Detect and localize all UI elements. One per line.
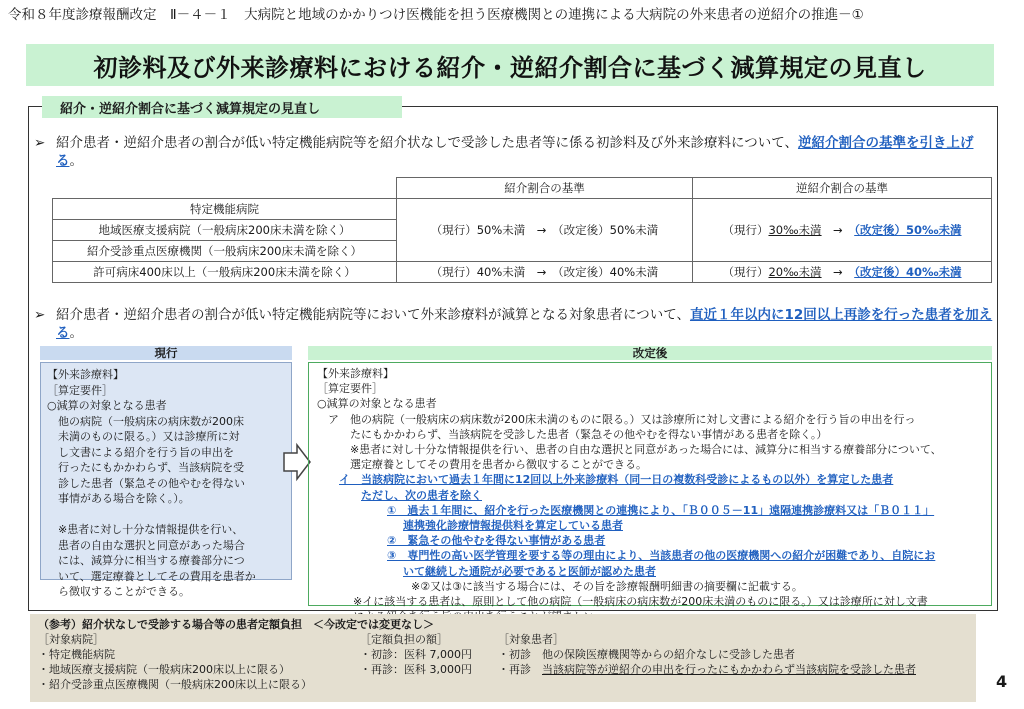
current-line: 【外来診療料】 (47, 368, 124, 381)
reference-col-amount (360, 632, 498, 692)
reference-item: ・初診 他の保険医療機関等からの紹介なしに受診した患者 (498, 648, 795, 661)
reference-item (498, 662, 916, 677)
bullet-arrow-icon: ➢ (34, 135, 46, 151)
reference-revisit-text: 当該病院等が逆紹介の申出を行ったにもかかわらず当該病院を受診した患者 (542, 663, 916, 676)
revised-new-line: ② 緊急その他やむを得ない事情がある患者 (387, 534, 606, 548)
table-row-label: 特定機能病院 (53, 199, 397, 220)
current-line: 事情がある場合を除く。）。 (47, 492, 190, 505)
rev1-current: 30‰未満 (768, 223, 822, 237)
revised-line: ※患者に対し十分な情報提供を行い、患者の自由な選択と同意があった場合には、減算分に相当する療養部分について、 (317, 443, 942, 457)
bullet-1-text (56, 134, 994, 170)
table-row-label: 紹介受診重点医療機関（一般病床200床未満を除く） (53, 241, 397, 262)
reference-revisit-label: ・再診 (498, 663, 542, 676)
rev1-arrow: → (821, 223, 855, 237)
reference-col-head: ［定額負担の額］ (360, 633, 448, 646)
bullet-item-2 (34, 306, 994, 342)
rev1-pre: （現行） (722, 223, 769, 237)
table-cell-referral-1: （現行）50%未満 → （改定後）50%未満 (397, 199, 693, 262)
bullet-1-highlight: 逆紹介割合の基準を引き上げる (56, 135, 974, 169)
reference-item: ・紹介受診重点医療機関（一般病床200床以上に限る） (38, 678, 312, 691)
reference-box (30, 614, 976, 702)
bullet-2-end: 。 (69, 325, 83, 341)
bullet-2-body: 紹介患者・逆紹介患者の割合が低い特定機能病院等において外来診療料が減算となる対象患者について、 (56, 307, 690, 323)
page-number: 4 (996, 672, 1008, 691)
revised-new-line: イ 当該病院において過去１年間に12回以上外来診療料（同一日の複数科受診によるもの以外）を算定した患者 (339, 473, 894, 487)
rev1-new: （改定後）50‰未満 (854, 223, 962, 237)
table-header-row (53, 178, 992, 199)
current-box (40, 362, 292, 598)
reference-item: ・地域医療支援病院（一般病床200床以上に限る） (38, 663, 290, 676)
bullet-1-body: 紹介患者・逆紹介患者の割合が低い特定機能病院等を紹介状なしで受診した患者等に係る初診料及び外来診療料について、 (56, 135, 798, 151)
table-row (53, 262, 992, 283)
table-col-header: 紹介割合の基準 (397, 178, 693, 199)
table-row-label: 許可病床400床以上（一般病床200床未満を除く） (53, 262, 397, 283)
current-spacer (47, 507, 285, 523)
revised-line: ア 他の病院（一般病床の病床数が200床未満のものに限る。）又は診療所に対し文書による紹介を行う旨の申出を行っ (317, 412, 916, 426)
reference-item: ・特定機能病院 (38, 648, 115, 661)
revised-new-line: 連携強化診療情報提供料を算定している患者 (403, 519, 623, 533)
reference-columns (38, 632, 968, 692)
bullet-2-highlight: 直近１年以内に12回以上再診を行った患者を加える (56, 307, 993, 341)
revised-new-line: いて継続した通院が必要であると医師が認めた患者 (403, 564, 656, 578)
current-line: ※患者に対し十分な情報提供を行い、 (47, 523, 244, 536)
bullet-item-1 (34, 134, 994, 170)
table-cell-referral-2: （現行）40%未満 → （改定後）40%未満 (397, 262, 693, 283)
revised-line: ○減算の対象となる患者 (317, 397, 437, 411)
reference-col-head: ［対象病院］ (38, 633, 104, 646)
table-cell-reverse-1 (693, 199, 992, 262)
rev2-new: （改定後）40‰未満 (854, 265, 962, 279)
current-line: には、減算分に相当する療養部分につ (47, 554, 245, 567)
reference-title: （参考）紹介状なしで受診する場合等の患者定額負担 ＜今改定では変更なし＞ (38, 618, 434, 631)
reference-col-patients (498, 632, 916, 692)
bullet-2-text (56, 306, 994, 342)
current-line: ○減算の対象となる患者 (47, 399, 167, 412)
revised-line: 【外来診療料】 (317, 367, 394, 380)
current-line: ら徴収することができる。 (47, 585, 190, 598)
current-line: ［算定要件］ (47, 383, 113, 397)
revised-new-line: ③ 専門性の高い医学管理を要する等の理由により、当該患者の他の医療機関への紹介が困難であり、自院にお (387, 549, 936, 563)
revised-line: たにもかかわらず、当該病院を受診した患者（緊急その他やむを得ない事情がある患者を除く。） (317, 427, 828, 441)
bullet-arrow-icon: ➢ (34, 307, 46, 323)
revised-line: ［算定要件］ (317, 382, 383, 396)
revised-new-line: ただし、次の患者を除く (361, 488, 482, 502)
table-row-label: 地域医療支援病院（一般病床200床未満を除く） (53, 220, 397, 241)
reference-col-hospitals (38, 632, 360, 692)
rev2-pre: （現行） (722, 265, 769, 279)
slide-top-line: 令和８年度診療報酬改定 Ⅱ－４－１ 大病院と地域のかかりつけ医機能を担う医療機関との連携による大病院の外来患者の逆紹介の推進－① (8, 7, 864, 23)
current-heading: 現行 (40, 346, 292, 360)
current-line: いて、選定療養としてその費用を患者か (47, 569, 256, 583)
bullet-1-end: 。 (69, 153, 83, 169)
rev2-arrow: → (821, 265, 855, 279)
revised-line: 選定療養としてその費用を患者から徴収することができる。 (317, 458, 647, 472)
revised-new-line: ① 過去１年間に、紹介を行った医療機関との連携により、「Ｂ００５－11」遠隔連携診療料又は「Ｂ０１１」 (387, 503, 935, 517)
reference-item: ・初診：医科 7,000円 (360, 648, 472, 661)
current-line: 未満のものに限る。）又は診療所に対 (47, 430, 240, 443)
reference-item: ・再診：医科 3,000円 (360, 663, 472, 676)
table-row (53, 199, 992, 220)
current-line: 他の病院（一般病床の病床数が200床 (47, 414, 244, 428)
rev2-current: 20‰未満 (768, 265, 822, 279)
current-line: 行ったにもかかわらず、当該病院を受 (47, 461, 245, 474)
revised-heading: 改定後 (308, 346, 992, 360)
table-col-header: 逆紹介割合の基準 (693, 178, 992, 199)
current-line: 診した患者（緊急その他やむを得ない (47, 476, 245, 490)
title-band (26, 44, 994, 86)
criteria-table (52, 177, 992, 283)
revised-line: ※②又は③に該当する場合には、その旨を診療報酬明細書の摘要欄に記載する。 (411, 579, 803, 593)
current-line: し文書による紹介を行う旨の申出を (47, 445, 234, 459)
frame-label: 紹介・逆紹介割合に基づく減算規定の見直し (42, 96, 402, 118)
reference-col-head: ［対象患者］ (498, 633, 564, 646)
current-line: 患者の自由な選択と同意があった場合 (47, 538, 245, 552)
table-cell-reverse-2 (693, 262, 992, 283)
table-corner (53, 178, 397, 199)
revised-box (308, 362, 992, 609)
main-title: 初診料及び外来診療料における紹介・逆紹介割合に基づく減算規定の見直し (93, 53, 927, 82)
revised-line: ※イに該当する患者は、原則として他の病院（一般病床の病床数が200床未満のものに限る。）又は診療所に対し文書 (353, 595, 928, 609)
